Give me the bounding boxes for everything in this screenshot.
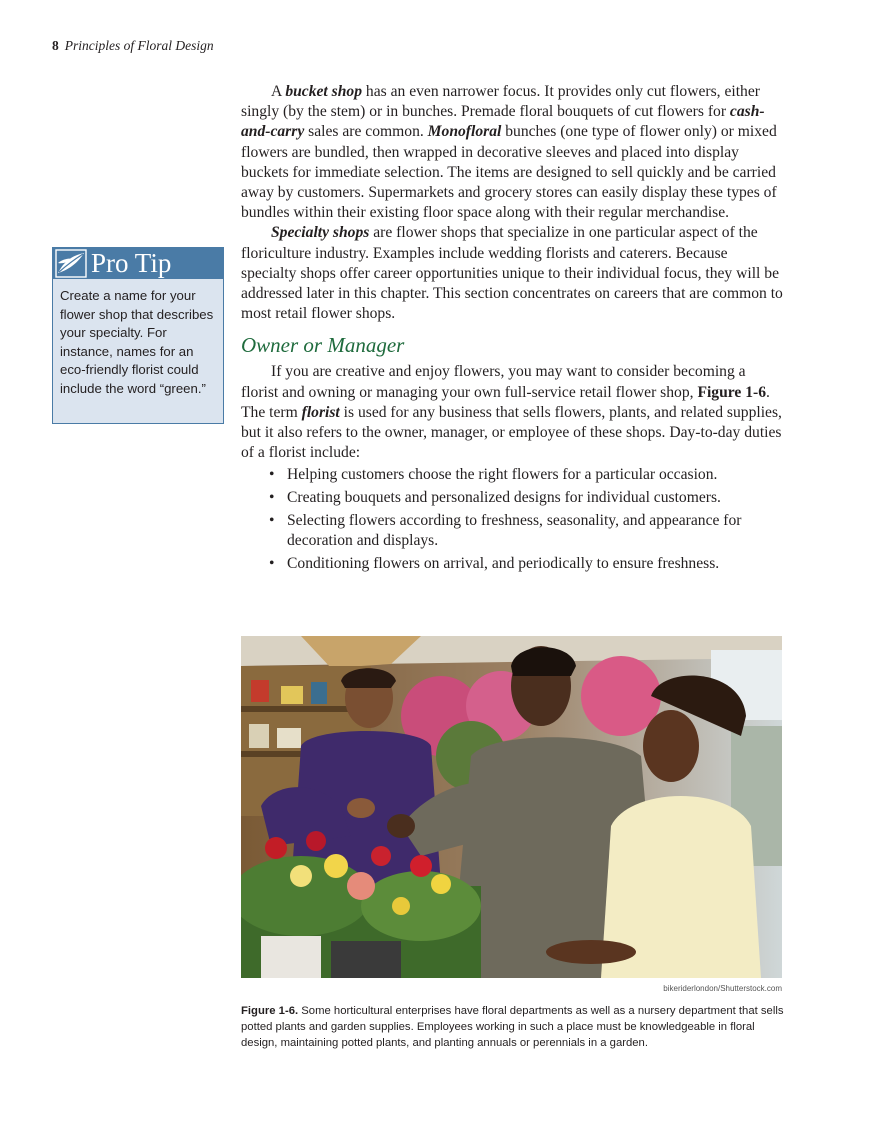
duties-list bbox=[241, 465, 786, 574]
text-run: bunches (one type of flower only) or mixed flowers are bundled, then wrapped in decorative sleeves and placed into display buckets for immediate selection. The items are designed to sell quickly and be carried away by customers. Supermarkets and grocery stores can easily display these types of bundles within their existing floor space along with their regular merchandise. bbox=[241, 123, 777, 222]
list-item-text: Helping customers choose the right flowers for a particular occasion. bbox=[287, 466, 718, 484]
text-run: sales are common. bbox=[304, 123, 428, 141]
page-number: 8 bbox=[52, 38, 59, 53]
bullet-icon: • bbox=[269, 466, 275, 484]
bucket-shop-paragraph bbox=[241, 82, 786, 223]
list-item-text: Conditioning flowers on arrival, and periodically to ensure freshness. bbox=[287, 554, 720, 572]
term-monofloral: Monofloral bbox=[427, 123, 502, 141]
list-item bbox=[269, 465, 786, 485]
text-run: is used for any business that sells flowers, plants, and related supplies, but it also refers to the owner, manager, or employee of these shops. Day-to-day duties of a florist include: bbox=[241, 403, 782, 462]
text-run: If you are creative and enjoy flowers, you may want to consider becoming a florist and owning or managing your own full-service retail flower shop, bbox=[241, 363, 746, 401]
figure-label: Figure 1-6. bbox=[241, 1005, 299, 1017]
list-item bbox=[269, 488, 786, 508]
text-run: are flower shops that specialize in one particular aspect of the floriculture industry. Examples include wedding florists and caterers. Because specialty shops offer career opportunities unique to their individual focus, they will be addressed later in this chapter. This section concentrates on careers that are common to most retail flower shops. bbox=[241, 224, 783, 323]
section-heading: Owner or Manager bbox=[241, 333, 405, 358]
figure-caption bbox=[241, 1003, 786, 1051]
pro-tip-text: Create a name for your flower shop that describes your specialty. For instance, names for an eco-friendly florist could include the word “green.” bbox=[60, 288, 214, 396]
list-item-text: Creating bouquets and personalized designs for individual customers. bbox=[287, 489, 721, 507]
text-run: A bbox=[271, 83, 286, 100]
photo-credit: bikeriderlondon/Shutterstock.com bbox=[663, 984, 782, 993]
specialty-shops-paragraph bbox=[241, 223, 786, 324]
pro-tip-header bbox=[53, 248, 223, 279]
term-florist: florist bbox=[301, 403, 340, 421]
running-head bbox=[52, 38, 214, 54]
pro-tip-box bbox=[52, 247, 224, 424]
term-bucket-shop: bucket shop bbox=[285, 83, 362, 100]
list-item-text: Selecting flowers according to freshness, seasonality, and appearance for decoration and displays. bbox=[287, 511, 742, 550]
bullet-icon: • bbox=[269, 554, 275, 572]
term-cash-and-carry: cash-and-carry bbox=[241, 103, 765, 141]
owner-paragraph bbox=[241, 362, 786, 463]
figure-reference: Figure 1-6 bbox=[697, 383, 767, 401]
text-run: . The term bbox=[241, 383, 770, 421]
figure-photo bbox=[241, 636, 782, 978]
bullet-icon: • bbox=[269, 511, 275, 529]
body-column bbox=[241, 82, 786, 576]
pro-tip-title: Pro Tip bbox=[91, 248, 172, 278]
caption-text: Some horticultural enterprises have floral departments as well as a nursery department that sells potted plants and garden supplies. Employees working in such a place must be knowledgeable in floral design, maintaining potted plants, and planting annuals or perennials in a garden. bbox=[241, 1005, 784, 1049]
book-title: Principles of Floral Design bbox=[64, 38, 214, 53]
leaf-logo-icon bbox=[55, 249, 87, 278]
text-run: has an even narrower focus. It provides only cut flowers, either singly (by the stem) or in bunches. Premade floral bouquets of cut flowers for bbox=[241, 83, 760, 121]
term-specialty-shops: Specialty shops bbox=[271, 224, 370, 242]
florist-scene-photo bbox=[241, 636, 782, 978]
bullet-icon: • bbox=[269, 489, 275, 507]
list-item bbox=[269, 511, 786, 551]
list-item bbox=[269, 554, 786, 574]
